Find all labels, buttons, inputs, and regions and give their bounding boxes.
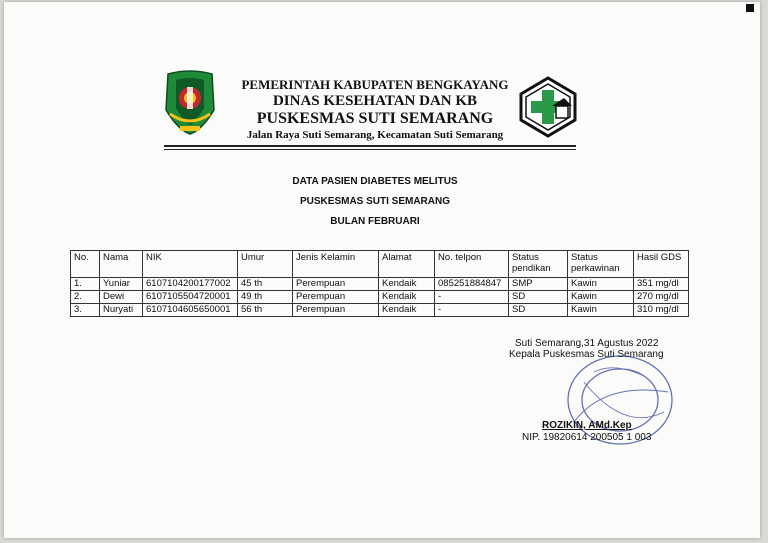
title-puskesmas: PUSKESMAS SUTI SEMARANG [299, 196, 450, 207]
cell-gender: Perempuan [293, 291, 379, 304]
cell-marital: Kawin [568, 291, 634, 304]
cell-gds: 351 mg/dl [634, 278, 689, 291]
patient-table [70, 250, 689, 317]
cell-name: Dewi [100, 291, 143, 304]
col-header-address: Alamat [379, 251, 435, 278]
cell-education: SMP [509, 278, 568, 291]
letterhead-department: DINAS KESEHATAN DAN KB [272, 92, 478, 109]
cell-age: 49 th [238, 291, 293, 304]
col-header-gender: Jenis Kelamin [293, 251, 379, 278]
signature-name: ROZIKIN, AMd.Kep [542, 420, 632, 431]
table-row [71, 278, 689, 291]
cell-marital: Kawin [568, 304, 634, 317]
col-header-no: No. [71, 251, 100, 278]
cell-gender: Perempuan [293, 278, 379, 291]
col-header-phone: No. telpon [435, 251, 509, 278]
table-header-row [71, 251, 689, 278]
letterhead-rule-thin [164, 149, 576, 150]
letterhead-address: Jalan Raya Suti Semarang, Kecamatan Suti Semarang [246, 128, 504, 141]
col-header-marital: Status perkawinan [568, 251, 634, 278]
table-row [71, 291, 689, 304]
cell-address: Kendaik [379, 304, 435, 317]
table-row [71, 304, 689, 317]
cell-education: SD [509, 304, 568, 317]
cell-age: 56 th [238, 304, 293, 317]
cell-nik: 6107104200177002 [143, 278, 238, 291]
col-header-nik: NIK [143, 251, 238, 278]
cell-marital: Kawin [568, 278, 634, 291]
letterhead [230, 78, 520, 141]
puskesmas-cross-house-icon [518, 76, 578, 138]
cell-nik: 6107104605650001 [143, 304, 238, 317]
cell-nik: 6107105504720001 [143, 291, 238, 304]
signature-position: Kepala Puskesmas Suti Semarang [509, 349, 664, 360]
cell-gds: 270 mg/dl [634, 291, 689, 304]
cell-gds: 310 mg/dl [634, 304, 689, 317]
col-header-gds: Hasil GDS [634, 251, 689, 278]
cell-address: Kendaik [379, 278, 435, 291]
cell-education: SD [509, 291, 568, 304]
cell-gender: Perempuan [293, 304, 379, 317]
letterhead-government: PEMERINTAH KABUPATEN BENGKAYANG [241, 77, 509, 92]
cell-phone: - [435, 291, 509, 304]
col-header-name: Nama [100, 251, 143, 278]
scan-corner-mark [746, 4, 754, 12]
letterhead-rule-thick [164, 145, 576, 147]
cell-no: 3. [71, 304, 100, 317]
col-header-education: Status pendikan [509, 251, 568, 278]
title-patient-data: DATA PASIEN DIABETES MELITUS [292, 176, 458, 187]
col-header-age: Umur [238, 251, 293, 278]
cell-no: 2. [71, 291, 100, 304]
cell-name: Yuniar [100, 278, 143, 291]
cell-phone: 085251884847 [435, 278, 509, 291]
letterhead-puskesmas: PUSKESMAS SUTI SEMARANG [256, 110, 494, 128]
cell-phone: - [435, 304, 509, 317]
cell-name: Nuryati [100, 304, 143, 317]
bengkayang-regency-emblem-icon [162, 70, 218, 136]
title-month: BULAN FEBRUARI [330, 216, 420, 227]
cell-no: 1. [71, 278, 100, 291]
cell-age: 45 th [238, 278, 293, 291]
signature-nip: NIP. 19820614 200505 1 003 [522, 432, 652, 443]
cell-address: Kendaik [379, 291, 435, 304]
document-titles [230, 176, 520, 236]
signature-place-date: Suti Semarang,31 Agustus 2022 [515, 338, 659, 349]
signature-block [500, 338, 690, 443]
